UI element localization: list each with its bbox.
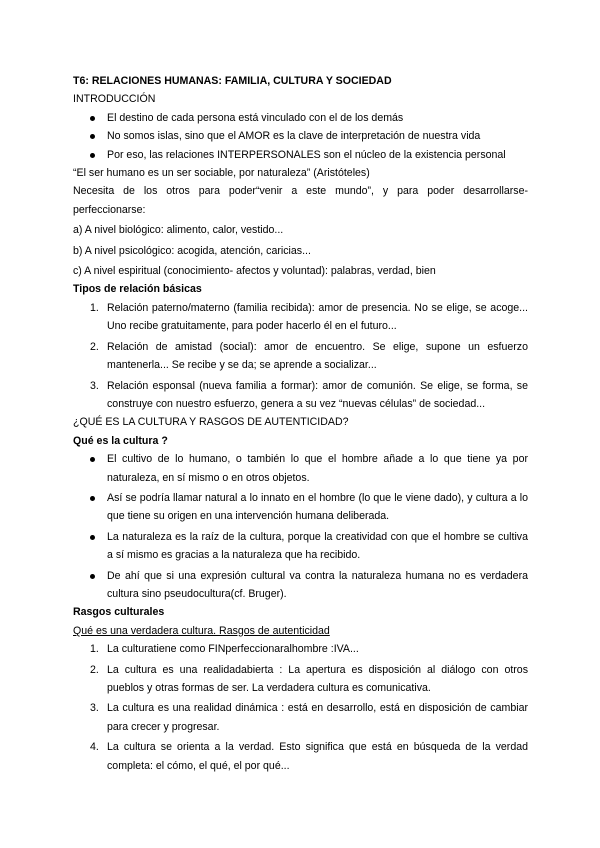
tipos-list xyxy=(73,299,528,413)
bullet-icon xyxy=(90,535,95,540)
intro-bullet-list xyxy=(73,109,528,164)
list-item: De ahí que si una expresión cultural va contra la naturaleza humana no es verdadera cultura sino pseudocultura(cf. Bruger). xyxy=(73,567,528,604)
level-item: c) A nivel espiritual (conocimiento- afectos y voluntad): palabras, verdad, bien xyxy=(73,265,436,278)
bullet-icon xyxy=(90,153,95,158)
bullet-icon xyxy=(90,496,95,501)
tipos-heading: Tipos de relación básicas xyxy=(73,283,202,296)
list-item: Por eso, las relaciones INTERPERSONALES son el núcleo de la existencia personal xyxy=(73,146,528,164)
bullet-icon xyxy=(90,116,95,121)
rasgos-heading: Rasgos culturales xyxy=(73,606,165,619)
list-item: El destino de cada persona está vinculado con el de los demás xyxy=(73,109,528,127)
list-item: Así se podría llamar natural a lo innato en el hombre (lo que le viene dado), y cultura a lo que tiene su origen en una intervención humana deliberada. xyxy=(73,489,528,526)
list-item: 4. La cultura se orienta a la verdad. Esto significa que está en búsqueda de la verdad completa: el cómo, el qué, el por qué... xyxy=(90,741,528,772)
list-item: 1. Relación paterno/materno (familia recibida): amor de presencia. No se elige, se acoge... Uno recibe gratuitamente, para poder hacerlo él en el futuro... xyxy=(90,301,528,333)
cultura-question: ¿QUÉ ES LA CULTURA Y RASGOS DE AUTENTICIDAD? xyxy=(73,416,349,429)
list-item: 3. Relación esponsal (nueva familia a formar): amor de comunión. Se elige, se forma, se construye con nuestro esfuerzo, genera a su vez “nuevas células” de sociedad... xyxy=(90,379,528,410)
aristotle-quote: “El ser humano es un ser sociable, por naturaleza” (Aristóteles) xyxy=(73,167,370,180)
level-item: b) A nivel psicológico: acogida, atención, caricias... xyxy=(73,244,311,257)
list-item: 3. La cultura es una realidad dinámica : está en desarrollo, está en disposición de cambiar para crecer y progresar. xyxy=(90,702,528,733)
list-item: No somos islas, sino que el AMOR es la clave de interpretación de nuestra vida xyxy=(73,127,528,145)
que-es-heading: Qué es la cultura ? xyxy=(73,434,168,447)
rasgos-list xyxy=(73,640,528,775)
list-item: 1. La culturatiene como FINperfeccionaralhombre :IVA... xyxy=(90,643,359,656)
bullet-icon xyxy=(90,574,95,579)
rasgos-subheading: Qué es una verdadera cultura. Rasgos de autenticidad xyxy=(73,624,330,637)
list-item: El cultivo de lo humano, o también lo que el hombre añade a lo que tiene ya por naturaleza, en sí mismo o en otros objetos. xyxy=(73,450,528,487)
cultura-bullet-list xyxy=(73,450,528,603)
necesita-paragraph: Necesita de los otros para poder“venir a este mundo”, y para poder desarrollarse-perfeccionarse: xyxy=(73,185,528,216)
list-item: 2. La cultura es una realidadabierta : La apertura es disposición al diálogo con otros pueblos y otras formas de ser. La verdadera cultura es comunicativa. xyxy=(90,663,528,694)
list-item: 2. Relación de amistad (social): amor de encuentro. Se elige, supone un esfuerzo mantenerla... Se recibe y se da; se aprende a socializar... xyxy=(90,340,528,372)
list-item: La naturaleza es la raíz de la cultura, porque la creatividad con que el hombre se cultiva a sí mismo es gracias a la naturaleza que ha recibido. xyxy=(73,528,528,565)
intro-heading: INTRODUCCIÓN xyxy=(73,93,156,106)
bullet-icon xyxy=(90,134,95,139)
level-item: a) A nivel biológico: alimento, calor, vestido... xyxy=(73,224,284,237)
bullet-icon xyxy=(90,457,95,462)
page-title: T6: RELACIONES HUMANAS: FAMILIA, CULTURA Y SOCIEDAD xyxy=(73,75,392,87)
